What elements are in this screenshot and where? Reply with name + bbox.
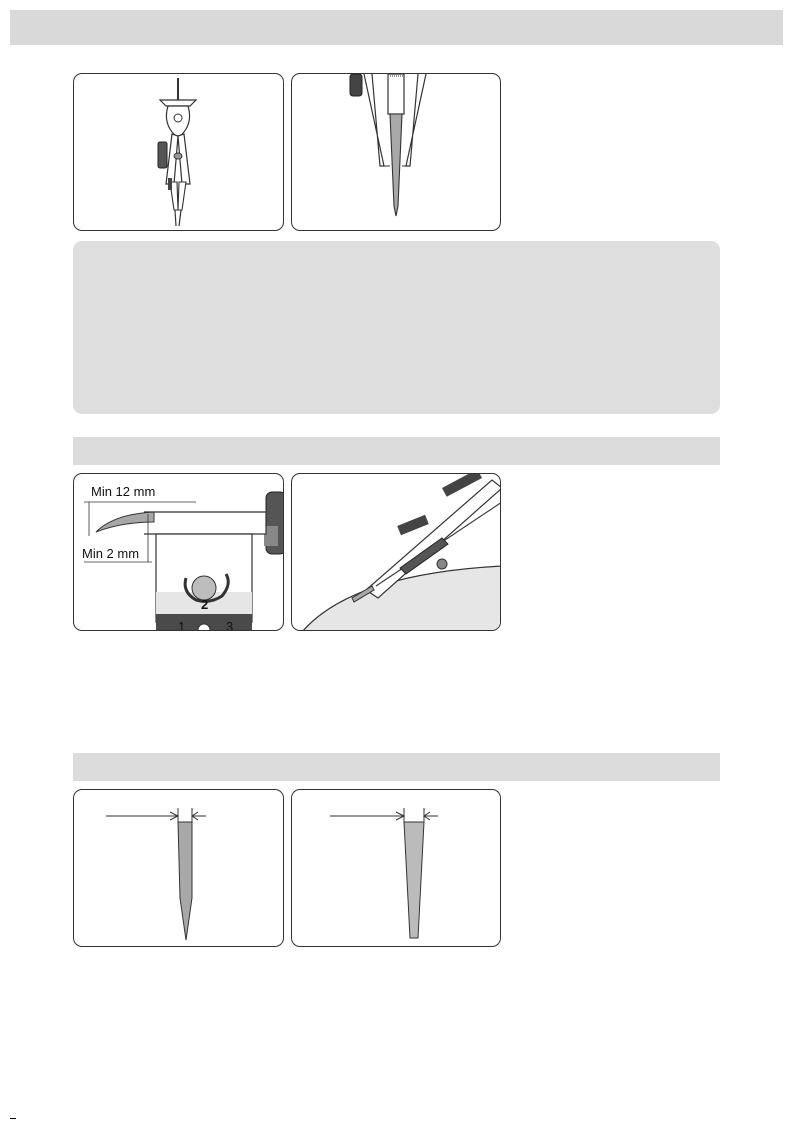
note-box <box>73 241 720 414</box>
position-left: 1 <box>178 619 186 632</box>
section-bar-3 <box>73 753 720 781</box>
figure-lead-conical-point <box>291 789 501 947</box>
figure-lead-chisel-point <box>73 789 284 947</box>
compass-overview-illustration <box>74 74 284 231</box>
header-bar <box>10 10 783 45</box>
figure-lead-length-gauge <box>73 473 284 631</box>
lead-length-gauge-illustration <box>74 474 284 631</box>
position-right: 3 <box>226 619 234 632</box>
chisel-point-illustration <box>74 790 284 947</box>
min-protrusion-label: Min 2 mm <box>82 546 140 561</box>
figure-sharpening-stone <box>291 473 501 631</box>
figure-compass-overview <box>73 73 284 231</box>
dial-value: 2 <box>201 597 209 612</box>
conical-point-illustration <box>292 790 501 947</box>
min-length-label: Min 12 mm <box>91 484 156 499</box>
sharpening-stone-illustration <box>292 474 501 631</box>
crop-mark <box>10 1118 16 1119</box>
section-bar-2 <box>73 437 720 465</box>
lead-closeup-illustration <box>292 74 501 231</box>
figure-lead-closeup <box>291 73 501 231</box>
